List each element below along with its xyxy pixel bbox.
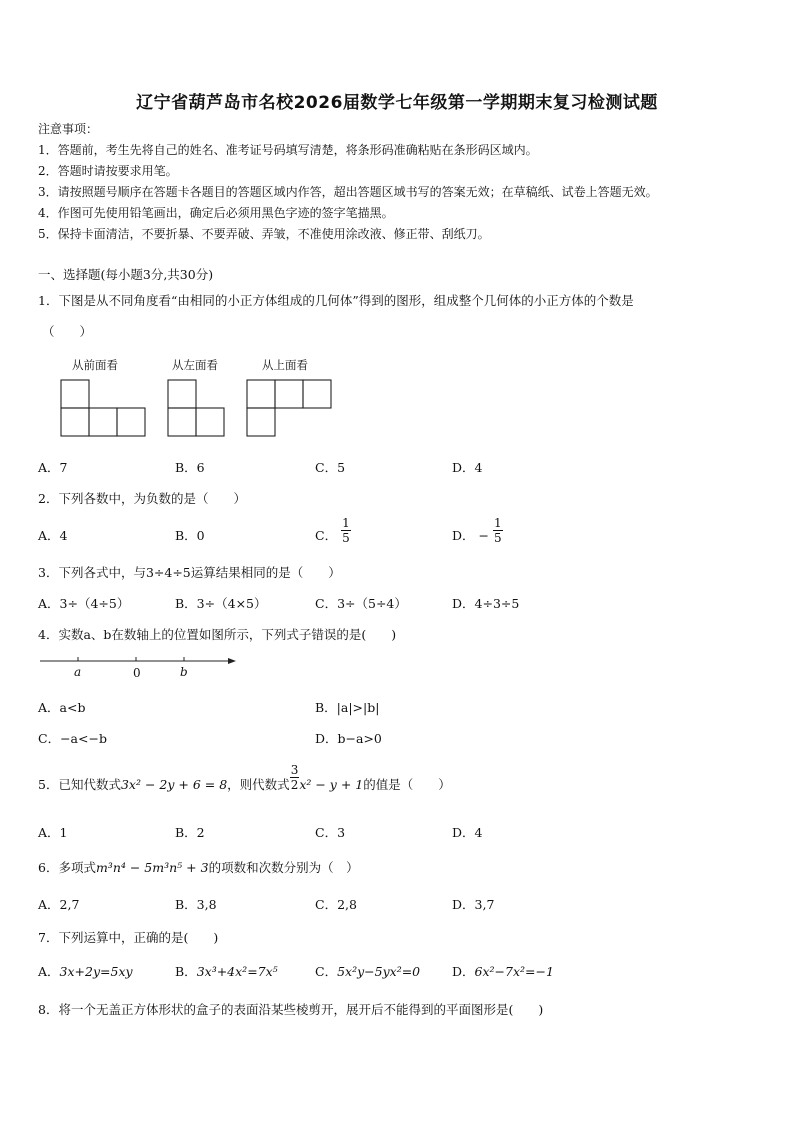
q5-expression-2: x² − y + 1 [299, 777, 364, 792]
view-front-label: 从前面看 [72, 358, 118, 372]
q3-option-b[interactable]: B．3÷（4×5） [175, 596, 267, 611]
q7-option-b-expression: 3x³+4x²=7x⁵ [196, 964, 278, 979]
q7-option-d-expression: 6x²−7x²=−1 [474, 964, 554, 979]
q5-option-a[interactable]: A．1 [38, 825, 68, 840]
fraction-numerator: 1 [342, 516, 350, 530]
q3-option-c[interactable]: C．3÷（5÷4） [315, 596, 407, 611]
q2-option-a[interactable]: A．4 [38, 528, 68, 543]
q2-option-d[interactable] [452, 516, 503, 545]
question-4-stem: 4．实数a、b在数轴上的位置如图所示，下列式子错误的是( ) [38, 627, 397, 642]
q5-expression-1: 3x² − 2y + 6 = 8 [120, 777, 228, 792]
section-heading: 一、选择题(每小题3分,共30分) [38, 267, 214, 282]
q6-expression: m³n⁴ − 5m³n⁵ + 3 [95, 860, 209, 875]
left-view-cell [168, 380, 196, 408]
q5-stem-post: 的值是（ ） [363, 777, 451, 792]
question-1-paren: （ ） [42, 324, 93, 339]
q7-option-b-label: B． [175, 964, 197, 979]
q3-option-a[interactable]: A．3÷（4÷5） [38, 596, 130, 611]
question-7-stem: 7．下列运算中，正确的是( ) [38, 930, 219, 945]
fraction [341, 516, 351, 545]
three-views-figure [0, 0, 794, 460]
q6-option-a[interactable]: A．2,7 [38, 897, 80, 912]
view-left-label: 从左面看 [172, 358, 218, 372]
q1-option-d[interactable]: D．4 [452, 460, 483, 475]
question-2-stem: 2．下列各数中，为负数的是（ ） [38, 491, 246, 506]
q7-option-c-label: C． [315, 964, 338, 979]
number-line [36, 650, 246, 686]
question-5-stem [38, 763, 451, 793]
q3-option-d[interactable]: D．4÷3÷5 [452, 596, 520, 611]
fraction [290, 763, 300, 792]
q4-option-a[interactable]: A．a<b [38, 700, 86, 715]
top-view-cell [247, 408, 275, 436]
q2-option-c-label: C． [315, 528, 338, 543]
q7-option-a-label: A． [38, 964, 60, 979]
top-view-cell [275, 380, 303, 408]
front-view-cell [117, 408, 145, 436]
q7-option-a-expression: 3x+2y=5xy [59, 964, 133, 979]
q6-option-d[interactable]: D．3,7 [452, 897, 495, 912]
page-title: 辽宁省葫芦岛市名校2026届数学七年级第一学期期末复习检测试题 [136, 93, 658, 113]
q5-option-d[interactable]: D．4 [452, 825, 483, 840]
notice-heading: 注意事项： [38, 122, 99, 136]
fraction-denominator: 5 [493, 531, 502, 545]
q6-option-b[interactable]: B．3,8 [175, 897, 217, 912]
fraction-denominator: 2 [290, 778, 299, 792]
q1-option-b[interactable]: B．6 [175, 460, 205, 475]
notice-item: 1．答题前，考生先将自己的姓名、准考证号码填写清楚，将条形码准确粘贴在条形码区域内。 [38, 143, 538, 157]
notice-item: 2．答题时请按要求用笔。 [38, 164, 178, 178]
q7-option-d-label: D． [452, 964, 475, 979]
negative-sign: − [478, 528, 489, 543]
left-view-cell [196, 408, 224, 436]
q7-option-a[interactable] [38, 962, 133, 980]
fraction-numerator: 3 [290, 763, 299, 777]
q5-option-b[interactable]: B．2 [175, 825, 205, 840]
axis-label-b: b [180, 665, 188, 679]
q2-option-c[interactable] [315, 516, 351, 545]
q7-option-b[interactable] [175, 962, 278, 980]
front-view-cell [89, 408, 117, 436]
q7-option-c[interactable] [315, 962, 420, 980]
q5-stem-pre: 5．已知代数式 [38, 777, 121, 792]
front-view-cell [61, 408, 89, 436]
q7-option-c-expression: 5x²y−5yx²=0 [337, 964, 421, 979]
question-1-stem: 1．下图是从不同角度看“由相同的小正方体组成的几何体”得到的图形，组成整个几何体的小正方体的个数是 [38, 293, 634, 308]
question-8-stem: 8．将一个无盖正方体形状的盒子的表面沿某些棱剪开，展开后不能得到的平面图形是( ) [38, 1002, 544, 1017]
q4-option-b[interactable]: B．|a|>|b| [315, 700, 380, 715]
left-view-cell [168, 408, 196, 436]
axis-label-a: a [74, 665, 82, 679]
q1-option-c[interactable]: C．5 [315, 460, 346, 475]
q5-stem-mid: ，则代数式 [227, 777, 290, 792]
question-3-stem: 3．下列各式中，与3÷4÷5运算结果相同的是（ ） [38, 565, 341, 580]
notice-item: 3．请按照题号顺序在答题卡各题目的答题区域内作答，超出答题区域书写的答案无效；在草稿纸、试卷上答题无效。 [38, 185, 658, 199]
q1-option-a[interactable]: A．7 [38, 460, 68, 475]
top-view-cell [303, 380, 331, 408]
notice-item: 5．保持卡面清洁，不要折暴、不要弄破、弄皱，不准使用涂改液、修正带、刮纸刀。 [38, 227, 490, 241]
notice-item: 4．作图可先使用铅笔画出，确定后必须用黑色字迹的签字笔描黑。 [38, 206, 394, 220]
q4-option-c[interactable]: C．−a<−b [38, 731, 107, 746]
arrow-icon [228, 658, 236, 664]
q6-option-c[interactable]: C．2,8 [315, 897, 357, 912]
fraction-numerator: 1 [493, 516, 502, 530]
q4-option-d[interactable]: D．b−a>0 [315, 731, 382, 746]
q5-option-c[interactable]: C．3 [315, 825, 346, 840]
q2-option-b[interactable]: B．0 [175, 528, 205, 543]
q6-stem-pre: 6．多项式 [38, 860, 96, 875]
fraction-denominator: 5 [342, 531, 350, 545]
top-view-cell [247, 380, 275, 408]
fraction [493, 516, 503, 545]
q2-option-d-label: D． [452, 528, 475, 543]
q6-stem-post: 的项数和次数分别为（ ） [208, 860, 359, 875]
axis-label-zero: 0 [133, 666, 141, 680]
view-top-label: 从上面看 [262, 358, 308, 372]
front-view-cell [61, 380, 89, 408]
question-6-stem [38, 858, 359, 876]
q7-option-d[interactable] [452, 962, 554, 980]
